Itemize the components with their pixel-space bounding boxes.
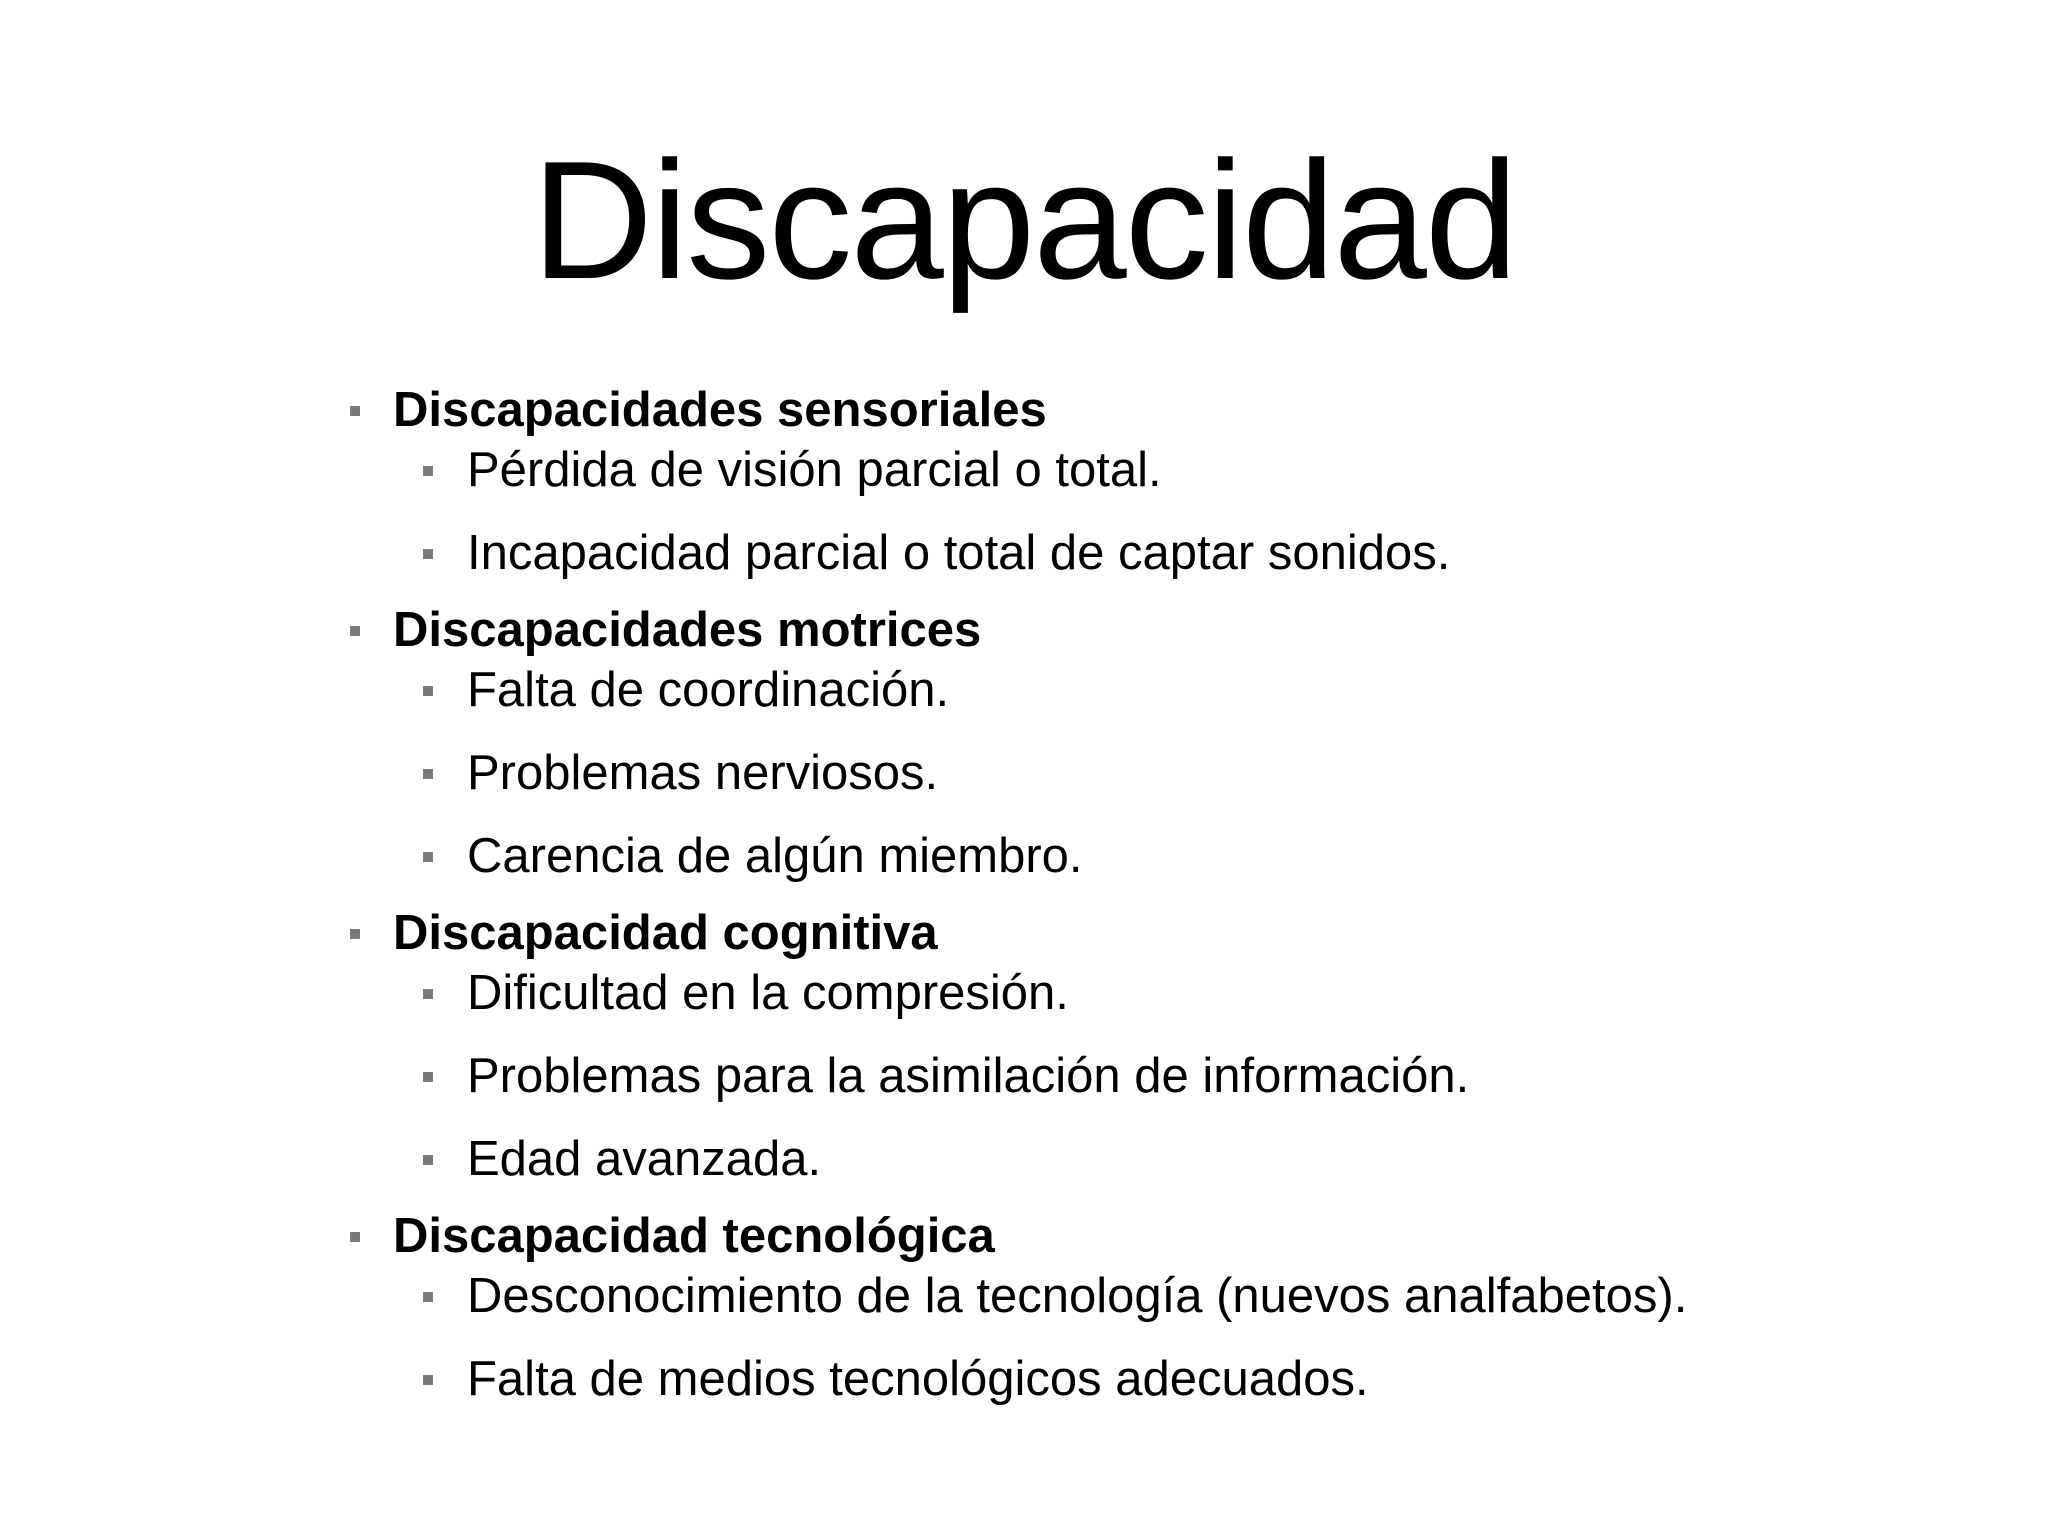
list-heading-text: Discapacidades sensoriales bbox=[393, 383, 1047, 437]
list-item-text: Edad avanzada. bbox=[467, 1132, 822, 1186]
square-bullet-icon bbox=[423, 1375, 433, 1385]
list-item bbox=[345, 826, 1905, 886]
square-bullet-icon bbox=[423, 1292, 433, 1302]
list-item bbox=[345, 1349, 1905, 1409]
list-item-text: Dificultad en la compresión. bbox=[467, 966, 1069, 1020]
list-item bbox=[345, 440, 1905, 500]
bullet-list bbox=[345, 380, 1905, 1409]
square-bullet-icon bbox=[423, 1155, 433, 1165]
list-heading-text: Discapacidad cognitiva bbox=[393, 906, 938, 960]
list-heading bbox=[345, 903, 1905, 963]
list-item-text: Problemas nerviosos. bbox=[467, 746, 939, 800]
list-item-text: Problemas para la asimilación de información. bbox=[467, 1049, 1470, 1103]
square-bullet-icon bbox=[350, 406, 360, 416]
list-item bbox=[345, 660, 1905, 720]
square-bullet-icon bbox=[423, 769, 433, 779]
list-item-text: Falta de coordinación. bbox=[467, 663, 950, 717]
square-bullet-icon bbox=[423, 466, 433, 476]
list-item-text: Carencia de algún miembro. bbox=[467, 829, 1083, 883]
list-group-sensoriales bbox=[345, 380, 1905, 583]
square-bullet-icon bbox=[423, 989, 433, 999]
list-item-text: Incapacidad parcial o total de captar sonidos. bbox=[467, 526, 1451, 580]
square-bullet-icon bbox=[423, 549, 433, 559]
list-heading bbox=[345, 600, 1905, 660]
list-group-tecnologica bbox=[345, 1206, 1905, 1409]
square-bullet-icon bbox=[423, 852, 433, 862]
list-heading-text: Discapacidad tecnológica bbox=[393, 1209, 995, 1263]
list-item-text: Falta de medios tecnológicos adecuados. bbox=[467, 1352, 1369, 1406]
list-item bbox=[345, 523, 1905, 583]
square-bullet-icon bbox=[423, 686, 433, 696]
square-bullet-icon bbox=[350, 1232, 360, 1242]
square-bullet-icon bbox=[350, 626, 360, 636]
list-item bbox=[345, 963, 1905, 1023]
list-group-motrices bbox=[345, 600, 1905, 886]
list-item bbox=[345, 1129, 1905, 1189]
slide-title: Discapacidad bbox=[531, 126, 1517, 314]
list-group-cognitiva bbox=[345, 903, 1905, 1189]
square-bullet-icon bbox=[423, 1072, 433, 1082]
list-item-text: Pérdida de visión parcial o total. bbox=[467, 443, 1162, 497]
list-item bbox=[345, 1266, 1905, 1326]
list-item bbox=[345, 1046, 1905, 1106]
list-heading bbox=[345, 1206, 1905, 1266]
list-heading-text: Discapacidades motrices bbox=[393, 603, 982, 657]
list-item bbox=[345, 743, 1905, 803]
square-bullet-icon bbox=[350, 929, 360, 939]
list-heading bbox=[345, 380, 1905, 440]
list-item-text: Desconocimiento de la tecnología (nuevos analfabetos). bbox=[467, 1269, 1688, 1323]
